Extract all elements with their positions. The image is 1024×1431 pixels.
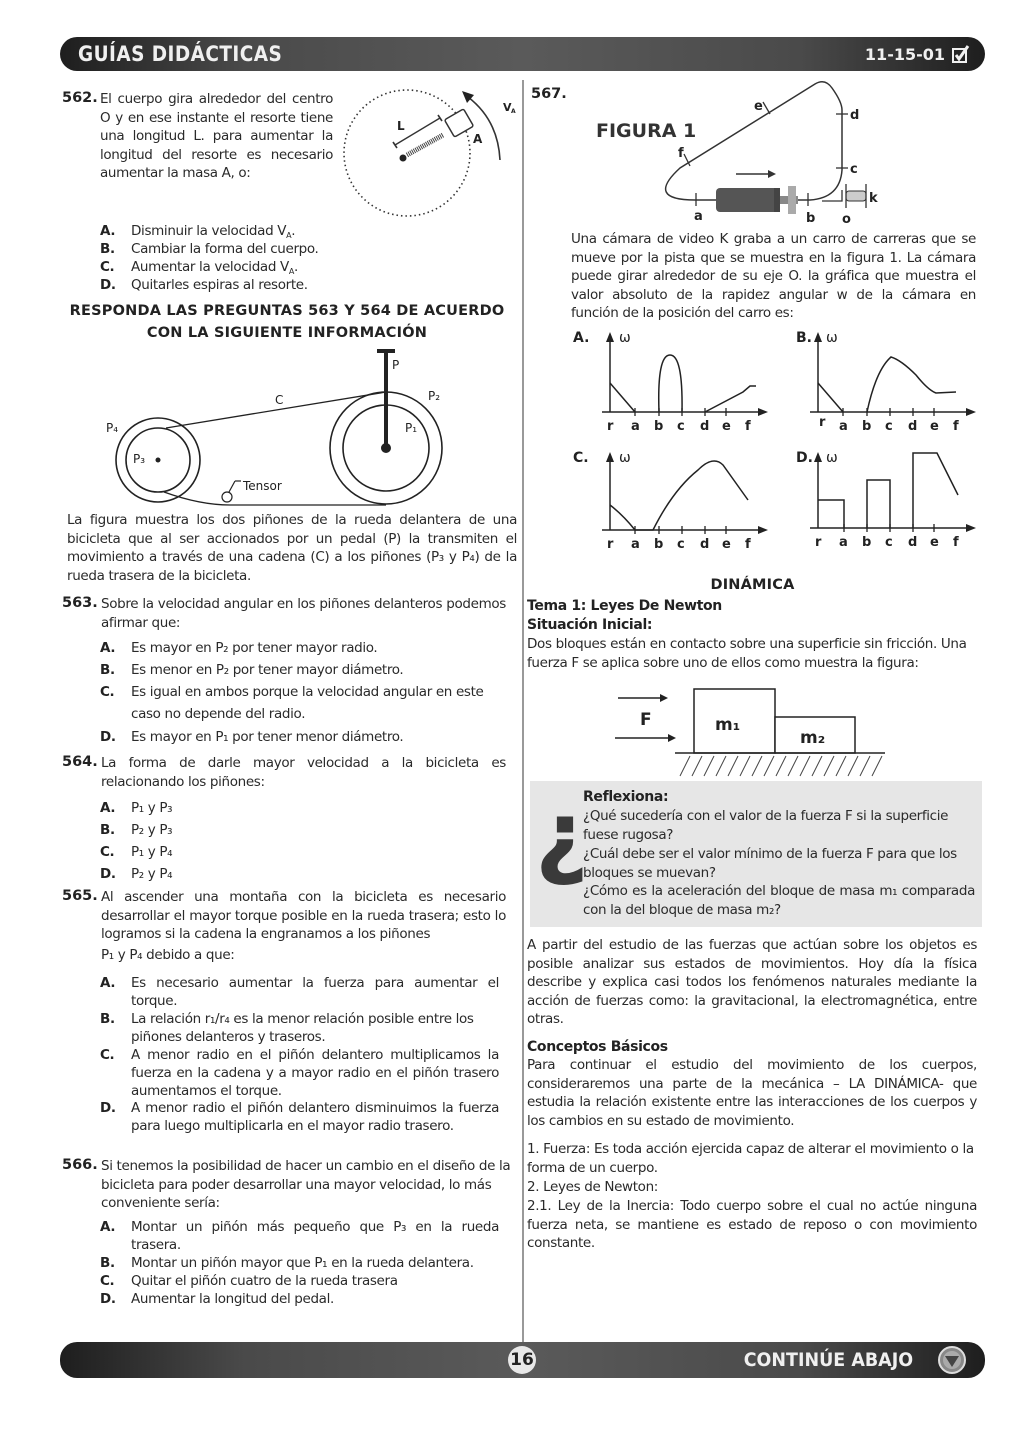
svg-text:a: a	[839, 419, 848, 434]
blocks-force-figure	[610, 688, 890, 783]
question-number-567: 567.	[531, 86, 567, 102]
concept-item-2-1: 2.1. Ley de la Inercia: Todo cuerpo sobre el cual no actúe ninguna fuerza neta, se mantiene es estado de reposo o con movimiento constante.	[527, 1198, 977, 1251]
svg-text:A: A	[511, 108, 516, 115]
svg-text:e: e	[722, 537, 731, 552]
svg-text:e: e	[754, 99, 763, 114]
svg-text:d: d	[908, 535, 918, 550]
continue-label: CONTINÚE ABAJO	[743, 1349, 913, 1371]
svg-text:a: a	[694, 209, 703, 224]
info-description: La figura muestra los dos piñones de la rueda delantera de una bicicleta que al ser accionados por un pedal (P) la transmiten el movimiento a través de una cadena (C) a los piñones (P₃ y P₄) de la rueda trasera de la bicicleta.	[67, 512, 517, 584]
svg-text:F: F	[640, 710, 652, 730]
question-564-stem: La forma de darle mayor velocidad a la bicicleta es relacionando los piñones:	[101, 755, 506, 790]
svg-text:P₂: P₂	[428, 389, 441, 403]
down-arrow-circle-icon[interactable]	[937, 1345, 967, 1375]
figure-1-title: FIGURA 1	[596, 120, 697, 142]
svg-text:m₁: m₁	[715, 715, 741, 735]
question-number-563: 563.	[62, 595, 98, 611]
checkbox-check-icon	[951, 44, 971, 64]
svg-text:o: o	[842, 212, 851, 227]
svg-text:e: e	[930, 419, 939, 434]
situacion-label: Situación Inicial:	[527, 617, 653, 633]
question-567-stem: Una cámara de video K graba a un carro de carreras que se mueve por la pista que se muestra en la figura 1. La cámara puede girar alrededor de su eje O. la gráfica que muestra el valor absoluto de la rapidez angular w de la cámara en función de la posición del carro es:	[571, 231, 976, 321]
conceptos-text: Para continuar el estudio del movimiento de los cuerpos, consideraremos una parte de la mecánica – LA DINÁMICA- que estudia la relación existente entre las interacciones de los cuerpos y los cambios en su estado de movimiento.	[527, 1057, 977, 1129]
svg-text:r: r	[607, 537, 614, 552]
svg-text:m₂: m₂	[800, 728, 826, 748]
header-code: 11-15-01	[864, 45, 945, 64]
q563-option-c[interactable]: C. Es igual en ambos porque la velocidad angular en este caso no depende del radio.	[100, 684, 484, 722]
race-track-figure	[650, 80, 890, 230]
svg-text:P₃: P₃	[133, 452, 146, 466]
concept-item-1: 1. Fuerza: Es toda acción ejercida capaz de alterar el movimiento o la forma de un cuerpo.	[527, 1141, 974, 1176]
svg-text:b: b	[862, 535, 872, 550]
question-565-stem: Al ascender una montaña con la bicicleta es necesario desarrollar el mayor torque posible en la rueda trasera; esto lo logramos si la cadena la engranamos a los piñones	[101, 889, 506, 942]
svg-text:d: d	[700, 537, 710, 552]
svg-text:b: b	[806, 211, 816, 226]
svg-text:r: r	[607, 419, 614, 434]
question-number-564: 564.	[62, 754, 98, 770]
svg-text:d: d	[850, 108, 860, 123]
tensor-label: Tensor	[243, 479, 282, 493]
svg-text:C: C	[275, 393, 284, 407]
svg-text:b: b	[654, 537, 664, 552]
svg-text:f: f	[678, 146, 684, 161]
concept-item-2: 2. Leyes de Newton:	[527, 1179, 659, 1195]
svg-text:f: f	[953, 419, 959, 434]
question-number-565: 565.	[62, 888, 98, 904]
svg-text:f: f	[745, 537, 751, 552]
bicycle-gears-figure	[100, 345, 460, 510]
question-563-stem: Sobre la velocidad angular en los piñones delanteros podemos afirmar que:	[101, 596, 506, 631]
reflexiona-question-1: ¿Qué sucedería con el valor de la fuerza F si la superficie fuese rugosa?	[583, 808, 949, 843]
conceptos-title: Conceptos Básicos	[527, 1039, 668, 1055]
question-562-stem: El cuerpo gira alrededor del centro O y en ese instante el resorte tiene una longitud L. para aumentar la longitud del resorte es necesario aumentar la masa A, o:	[100, 91, 333, 181]
svg-text:b: b	[654, 419, 664, 434]
situacion-text: Dos bloques están en contacto sobre una superficie sin fricción. Una fuerza F se aplica sobre uno de ellos como muestra la figura:	[527, 636, 967, 671]
svg-text:e: e	[722, 419, 731, 434]
dinamica-title: DINÁMICA	[710, 577, 795, 593]
svg-text:f: f	[745, 419, 751, 434]
dinamica-intro: A partir del estudio de las fuerzas que actúan sobre los objetos es posible analizar sus estados de movimientos. Hoy día la física describe y explica casi todos los fenómenos naturales mediante la acción de fuerzas como: la gravitacional, la electromagnética, entre otras.	[527, 937, 977, 1027]
reflexiona-question-2: ¿Cuál debe ser el valor mínimo de la fuerza F para que los bloques se muevan?	[583, 846, 957, 881]
svg-text:b: b	[862, 419, 872, 434]
svg-text:P₄: P₄	[106, 421, 119, 435]
reflexiona-question-3: ¿Cómo es la aceleración del bloque de masa m₁ comparada con la del bloque de masa m₂?	[583, 883, 975, 918]
svg-text:c: c	[885, 535, 893, 550]
svg-text:r: r	[815, 535, 822, 550]
svg-text:f: f	[953, 535, 959, 550]
svg-text:c: c	[885, 419, 893, 434]
svg-text:c: c	[677, 419, 685, 434]
footer-bar	[60, 1342, 985, 1378]
question-number-562: 562.	[62, 90, 98, 106]
svg-text:e: e	[930, 535, 939, 550]
info-heading-line1: RESPONDA LAS PREGUNTAS 563 Y 564 DE ACUERDO	[69, 303, 505, 319]
question-number-566: 566.	[62, 1157, 98, 1173]
svg-text:A: A	[473, 132, 483, 146]
page-number: 16	[508, 1346, 536, 1374]
svg-text:a: a	[631, 537, 640, 552]
svg-text:L: L	[397, 119, 405, 133]
info-heading-line2: CON LA SIGUIENTE INFORMACIÓN	[146, 325, 428, 341]
header-bar	[60, 37, 985, 71]
svg-text:c: c	[677, 537, 685, 552]
svg-text:P: P	[392, 358, 400, 372]
rotating-spring-figure	[340, 85, 520, 220]
reflexiona-title: Reflexiona:	[583, 789, 669, 805]
column-divider	[522, 80, 524, 1370]
svg-text:a: a	[839, 535, 848, 550]
svg-text:r: r	[819, 415, 826, 430]
tema-title: Tema 1: Leyes De Newton	[527, 598, 722, 614]
svg-text:k: k	[869, 191, 878, 206]
svg-text:d: d	[700, 419, 710, 434]
header-title: GUÍAS DIDÁCTICAS	[78, 42, 283, 66]
svg-text:P₁: P₁	[405, 421, 418, 435]
question-565-stem-tail: P₁ y P₄ debido a que:	[101, 947, 235, 963]
question-566-stem: Si tenemos la posibilidad de hacer un cambio en el diseño de la bicicleta para poder desarrollar una mayor velocidad, lo más conveniente sería:	[101, 1158, 511, 1211]
question-mark-icon: ¿	[535, 782, 589, 889]
svg-text:c: c	[850, 162, 858, 177]
svg-text:d: d	[908, 419, 918, 434]
velocity-label: V	[503, 101, 512, 114]
svg-text:a: a	[631, 419, 640, 434]
